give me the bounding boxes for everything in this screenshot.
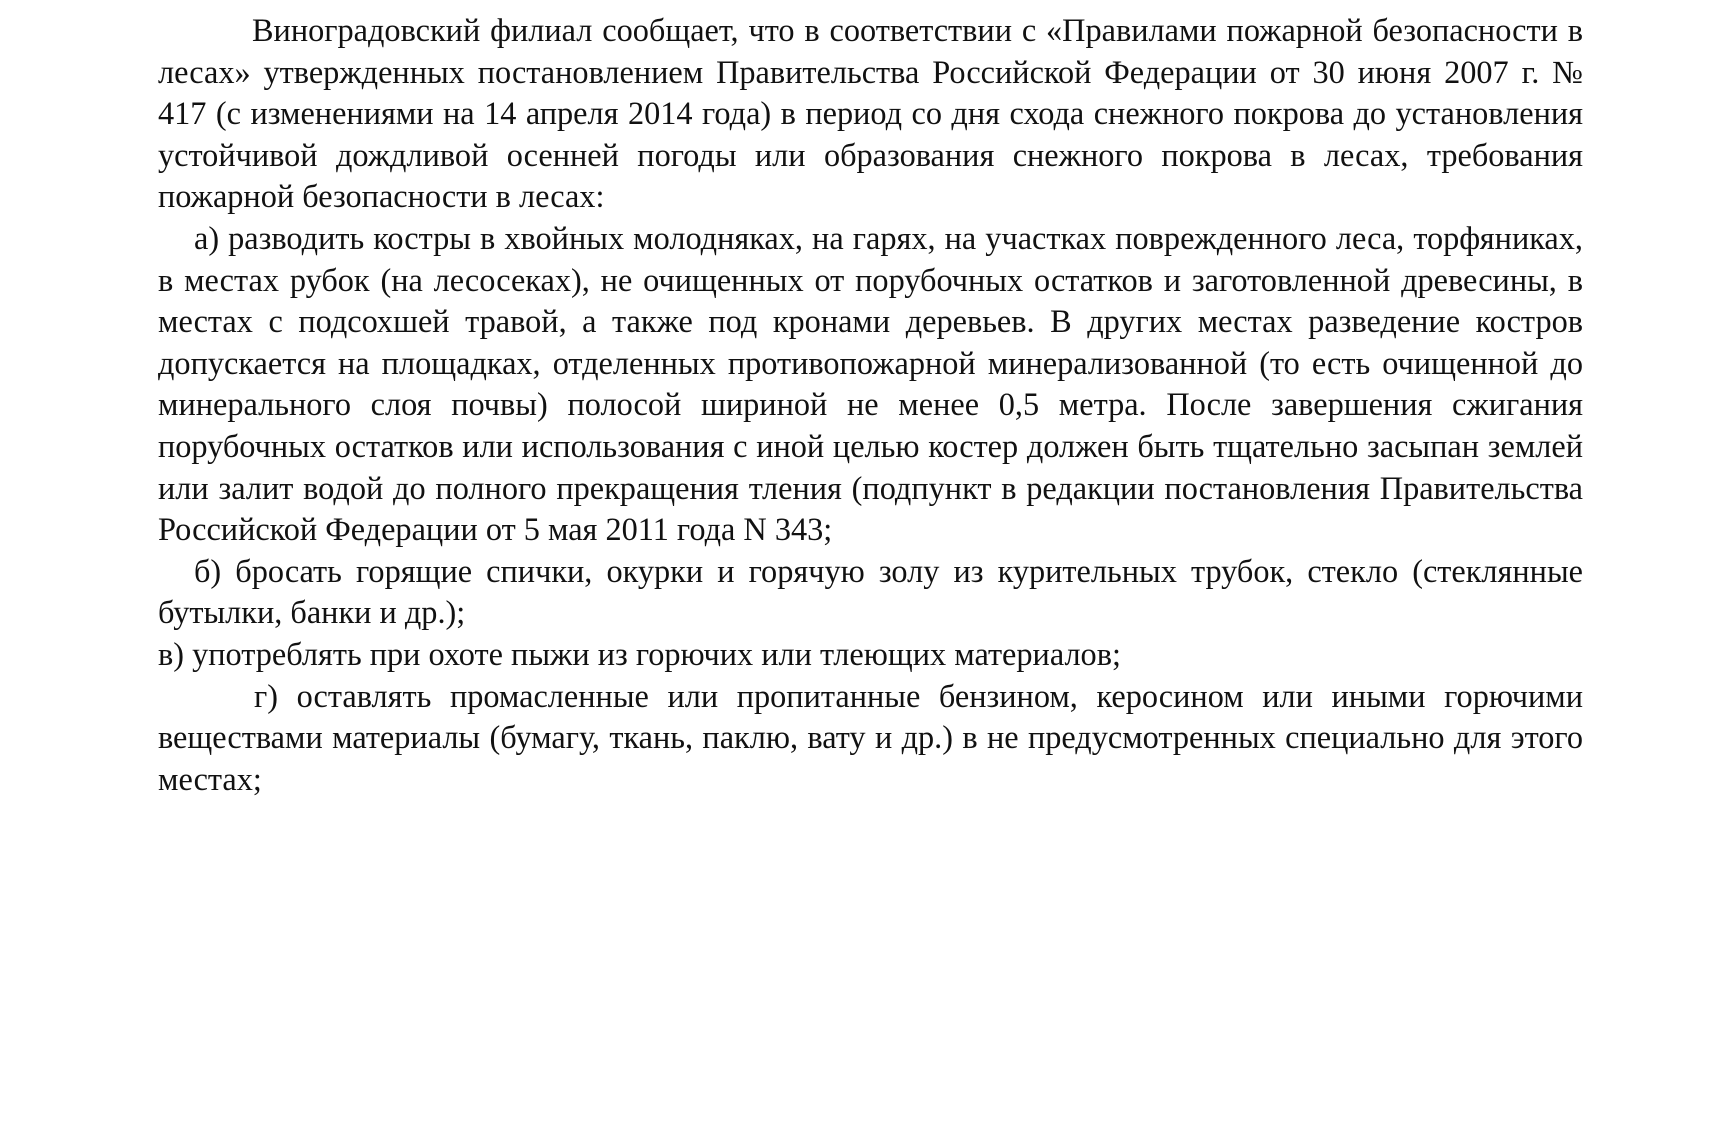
intro-paragraph: Виноградовский филиал сообщает, что в соответствии с «Правилами пожарной безопасности в лесах» утвержденных постановлением Правительства Российской Федерации от 30 июня 2007 г. № 417 (с изменениями на 14 апреля 2014 года) в период со дня схода снежного покрова до установления устойчивой дождливой осенней погоды или образования снежного покрова в лесах, требования пожарной безопасности в лесах:	[158, 12, 1583, 215]
list-item: г) оставлять промасленные или пропитанные бензином, керосином или иными горючими веществами материалы (бумагу, ткань, паклю, вату и др.) в не предусмотренных специально для этого местах;	[158, 677, 1583, 797]
list-item: а) разводить костры в хвойных молодняках, на гарях, на участках поврежденного леса, торфяниках, в местах рубок (на лесосеках), не очищенных от порубочных остатков и заготовленной древесины, в местах с подсохшей травой, а также под кронами деревьев. В других местах разведение костров допускается на площадках, отделенных противопожарной минерализованной (то есть очищенной до минерального слоя почвы) полосой шириной не менее 0,5 метра. После завершения сжигания порубочных остатков или использования с иной целью костер должен быть тщательно засыпан землей или залит водой до полного прекращения тления (подпункт в редакции постановления Правительства Российской Федерации от 5 мая 2011 года N 343;	[158, 219, 1583, 548]
list-item: в) употреблять при охоте пыжи из горючих или тлеющих материалов;	[158, 635, 1121, 672]
list-item: б) бросать горящие спички, окурки и горячую золу из курительных трубок, стекло (стеклянные бутылки, банки и др.);	[158, 552, 1583, 631]
document-page	[158, 10, 1583, 800]
